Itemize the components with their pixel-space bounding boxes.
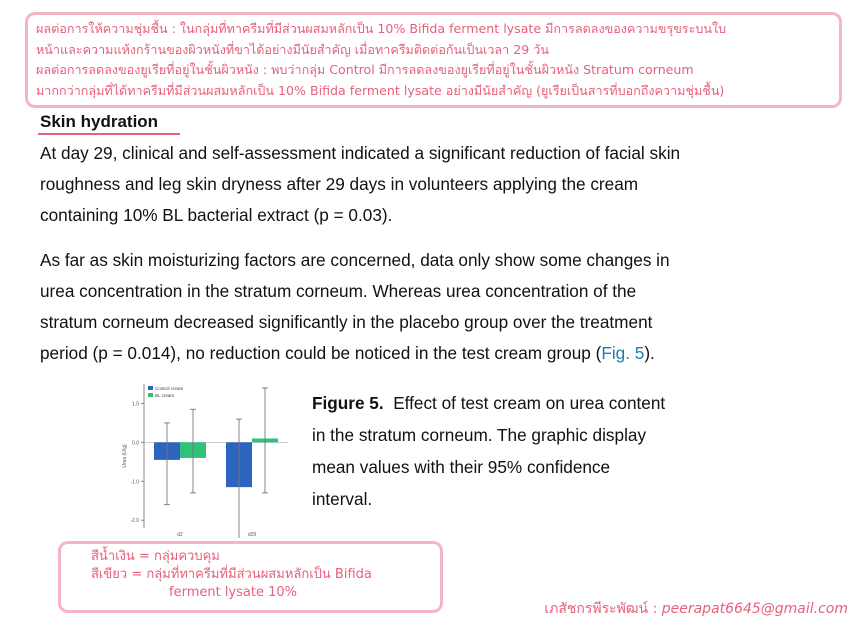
x-tick-label: d29 [247,532,257,538]
caption-text: Effect of test cream on urea content [393,393,666,413]
y-tick-label: -1.0 [130,479,139,486]
caption-line: mean values with their 95% confidence [312,457,611,477]
paragraph-line: containing 10% BL bacterial extract (p = 0.03). [40,205,393,225]
paragraph-line [40,338,840,369]
thai-summary-note [25,12,842,108]
thai-note-line: ผลต่อการให้ความชุ่มชื้น : ในกลุ่มที่ทาครีมที่มีส่วนผสมหลักเป็น 10% Bifida ferment lysate มีการลดลงของความขรุขระบนใบ [36,21,727,36]
y-axis-label: Urea (U/g) [122,444,128,468]
y-tick-label: 0.0 [132,440,139,447]
y-tick-label: -2.0 [130,518,139,525]
figure-reference-link[interactable]: Fig. 5 [601,343,645,363]
paragraph-line: At day 29, clinical and self-assessment indicated a significant reduction of facial skin [40,143,681,163]
paragraph-2 [40,245,840,369]
author-email: peerapat6645@gmail.com [661,601,848,617]
thai-note-line: ผลต่อการลดลงของยูเรียที่อยู่ในชั้นผิวหนัง : พบว่ากลุ่ม Control มีการลดลงของยูเรียที่อยู่ในชั้นผิวหนัง Stratum corneum [36,62,694,77]
urea-bar-chart [118,378,298,538]
section-heading: Skin hydration [40,112,159,131]
legend-note-blue: สีน้ำเงิน = กลุ่มควบคุม [91,549,220,564]
legend-swatch [148,386,153,390]
paragraph-text: ). [644,343,655,363]
x-tick-label: d2 [177,532,183,538]
author-credit [544,598,848,620]
paragraph-line: stratum corneum decreased significantly in the placebo group over the treatment [40,312,653,332]
thai-note-line: มากกว่ากลุ่มที่ได้ทาครีมที่มีส่วนผสมหลักเป็น 10% Bifida ferment lysate อย่างมีนัยสำคัญ (ยูเรียเป็นสารที่บอกถึงความชุ่มชื้น) [36,82,725,98]
caption-line: interval. [312,489,373,509]
figure-caption [312,387,782,515]
caption-line [312,387,782,419]
author-name: เภสัชกรพีระพัฒน์ : [544,601,662,617]
figure-label: Figure 5. [312,393,384,413]
legend-note-green: สีเขียว = กลุ่มที่ทาครีมที่มีส่วนผสมหลักเป็น Bifida [91,567,372,582]
paragraph-text: period (p = 0.014), no reduction could be noticed in the test cream group ( [40,343,602,363]
paragraph-line: roughness and leg skin dryness after 29 days in volunteers applying the cream [40,174,639,194]
heading-underline [38,133,180,135]
thai-note-line: หน้าและความแห้งกร้านของผิวหนังที่ขาได้อย่างมีนัยสำคัญ เมื่อทาครีมติดต่อกันเป็นเวลา 29 วัน [36,41,549,57]
color-legend-note [58,541,443,613]
legend-note-green-cont: ferment lysate 10% [169,585,297,600]
paragraph-line: As far as skin moisturizing factors are concerned, data only show some changes in [40,250,670,270]
caption-line: in the stratum corneum. The graphic display [312,425,647,445]
legend-label: Control cream [155,386,184,391]
y-tick-label: 1.0 [132,401,139,408]
legend-label: BL cream [155,393,175,398]
paragraph-line: urea concentration in the stratum corneum. Whereas urea concentration of the [40,281,637,301]
paragraph-1 [40,138,840,231]
legend-swatch [148,393,153,397]
